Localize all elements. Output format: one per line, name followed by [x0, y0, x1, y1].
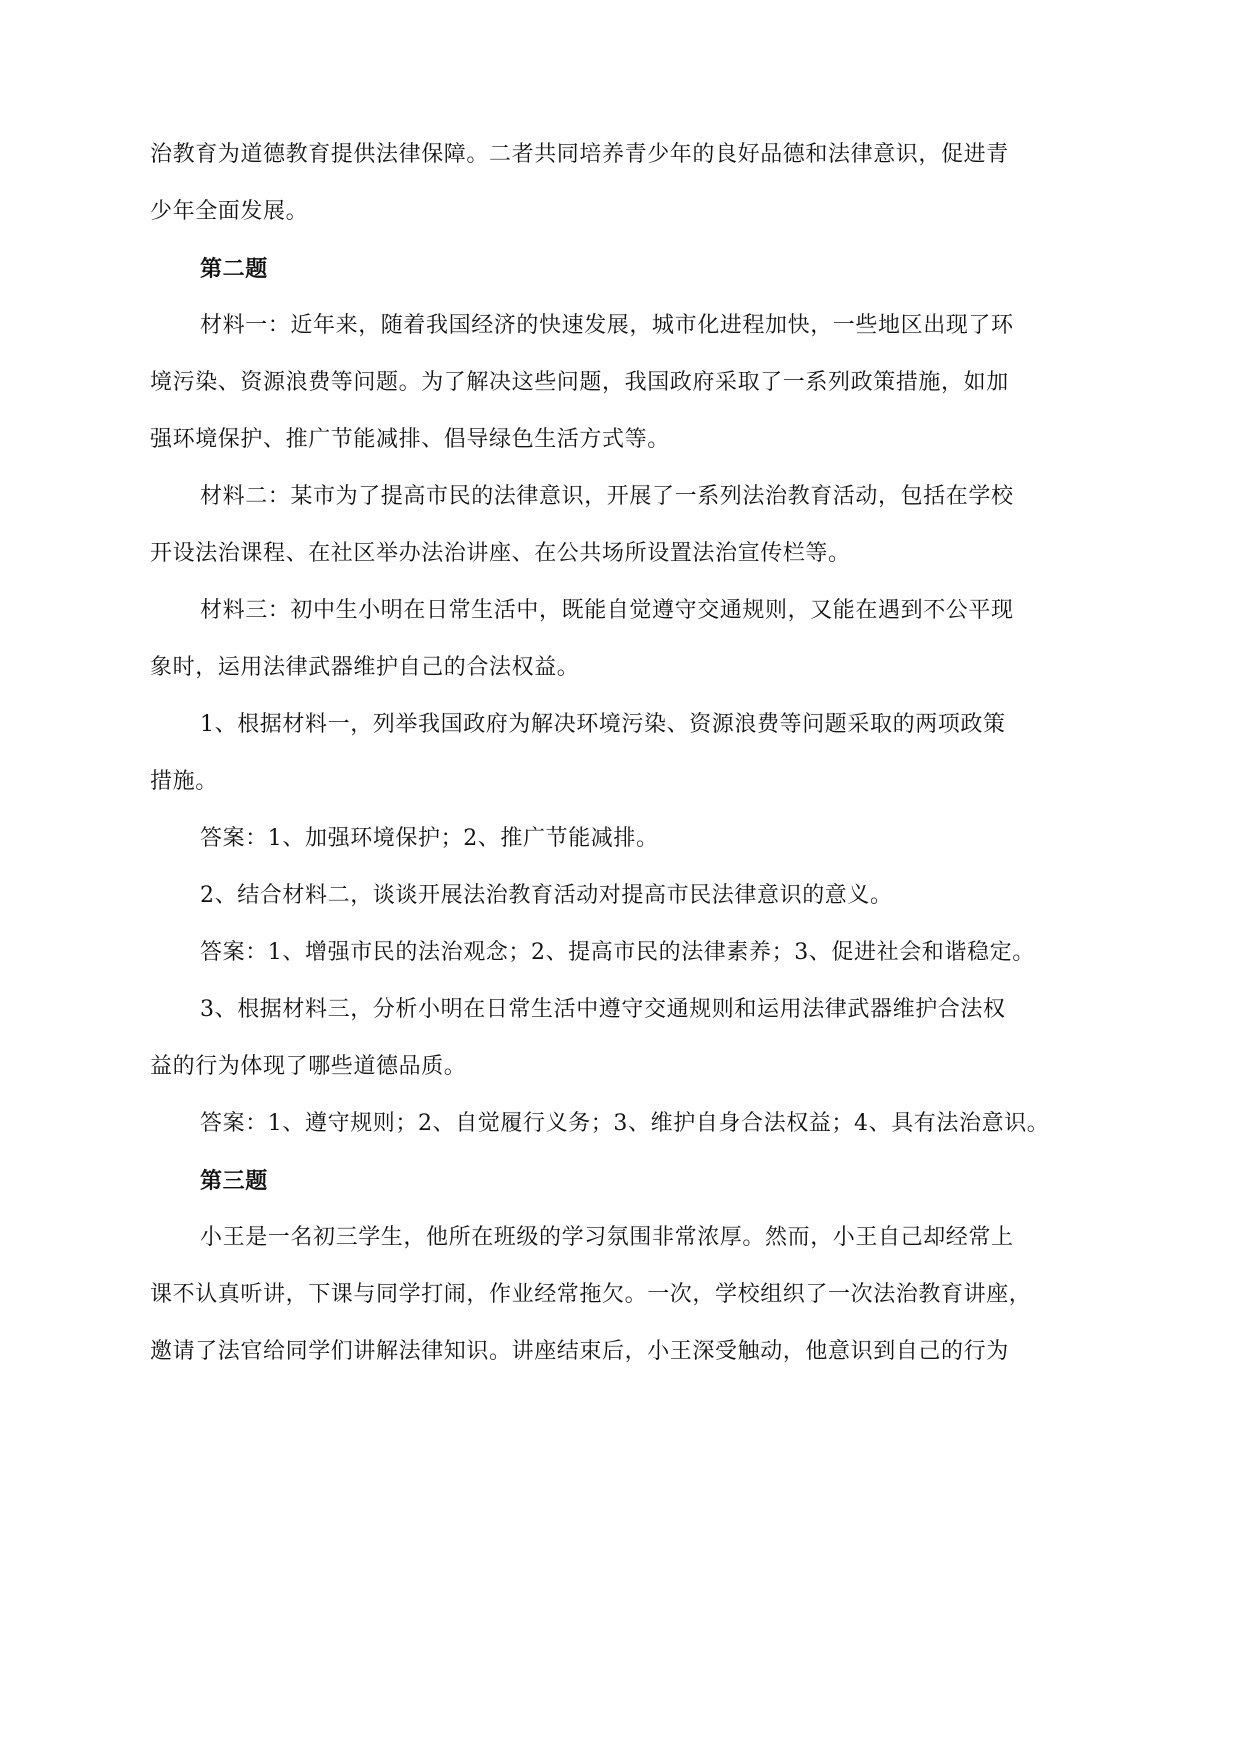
paragraph-line: 开设法治课程、在社区举办法治讲座、在公共场所设置法治宣传栏等。 — [150, 541, 851, 566]
paragraph-line: 治教育为道德教育提供法律保障。二者共同培养青少年的良好品德和法律意识，促进青 — [150, 142, 1009, 167]
paragraph-line: 邀请了法官给同学们讲解法律知识。讲座结束后，小王深受触动，他意识到自己的行为 — [150, 1339, 1009, 1364]
section-heading: 第二题 — [200, 256, 268, 282]
paragraph-line: 少年全面发展。 — [150, 199, 309, 224]
paragraph-line: 材料二：某市为了提高市民的法律意识，开展了一系列法治教育活动，包括在学校 — [200, 484, 1014, 509]
section-heading: 第三题 — [200, 1168, 268, 1194]
answer-line: 答案：1、增强市民的法治观念；2、提高市民的法律素养；3、促进社会和谐稳定。 — [200, 940, 1035, 965]
question-line: 措施。 — [150, 769, 218, 794]
paragraph-line: 材料一：近年来，随着我国经济的快速发展，城市化进程加快，一些地区出现了环 — [200, 313, 1014, 338]
paragraph-line: 强环境保护、推广节能减排、倡导绿色生活方式等。 — [150, 427, 670, 452]
answer-line: 答案：1、遵守规则；2、自觉履行义务；3、维护自身合法权益；4、具有法治意识。 — [200, 1111, 1050, 1136]
paragraph-line: 课不认真听讲，下课与同学打闹，作业经常拖欠。一次，学校组织了一次法治教育讲座， — [150, 1282, 1032, 1307]
question-line: 3、根据材料三，分析小明在日常生活中遵守交通规则和运用法律武器维护合法权 — [200, 997, 1006, 1022]
question-line: 1、根据材料一，列举我国政府为解决环境污染、资源浪费等问题采取的两项政策 — [200, 712, 1006, 737]
paragraph-line: 象时，运用法律武器维护自己的合法权益。 — [150, 655, 580, 680]
paragraph-line: 小王是一名初三学生，他所在班级的学习氛围非常浓厚。然而，小王自己却经常上 — [200, 1225, 1014, 1250]
answer-line: 答案：1、加强环境保护；2、推广节能减排。 — [200, 826, 659, 851]
paragraph-line: 材料三：初中生小明在日常生活中，既能自觉遵守交通规则，又能在遇到不公平现 — [200, 598, 1014, 623]
question-line: 2、结合材料二，谈谈开展法治教育活动对提高市民法律意识的意义。 — [200, 883, 893, 908]
question-line: 益的行为体现了哪些道德品质。 — [150, 1054, 467, 1079]
paragraph-line: 境污染、资源浪费等问题。为了解决这些问题，我国政府采取了一系列政策措施，如加 — [150, 370, 1009, 395]
